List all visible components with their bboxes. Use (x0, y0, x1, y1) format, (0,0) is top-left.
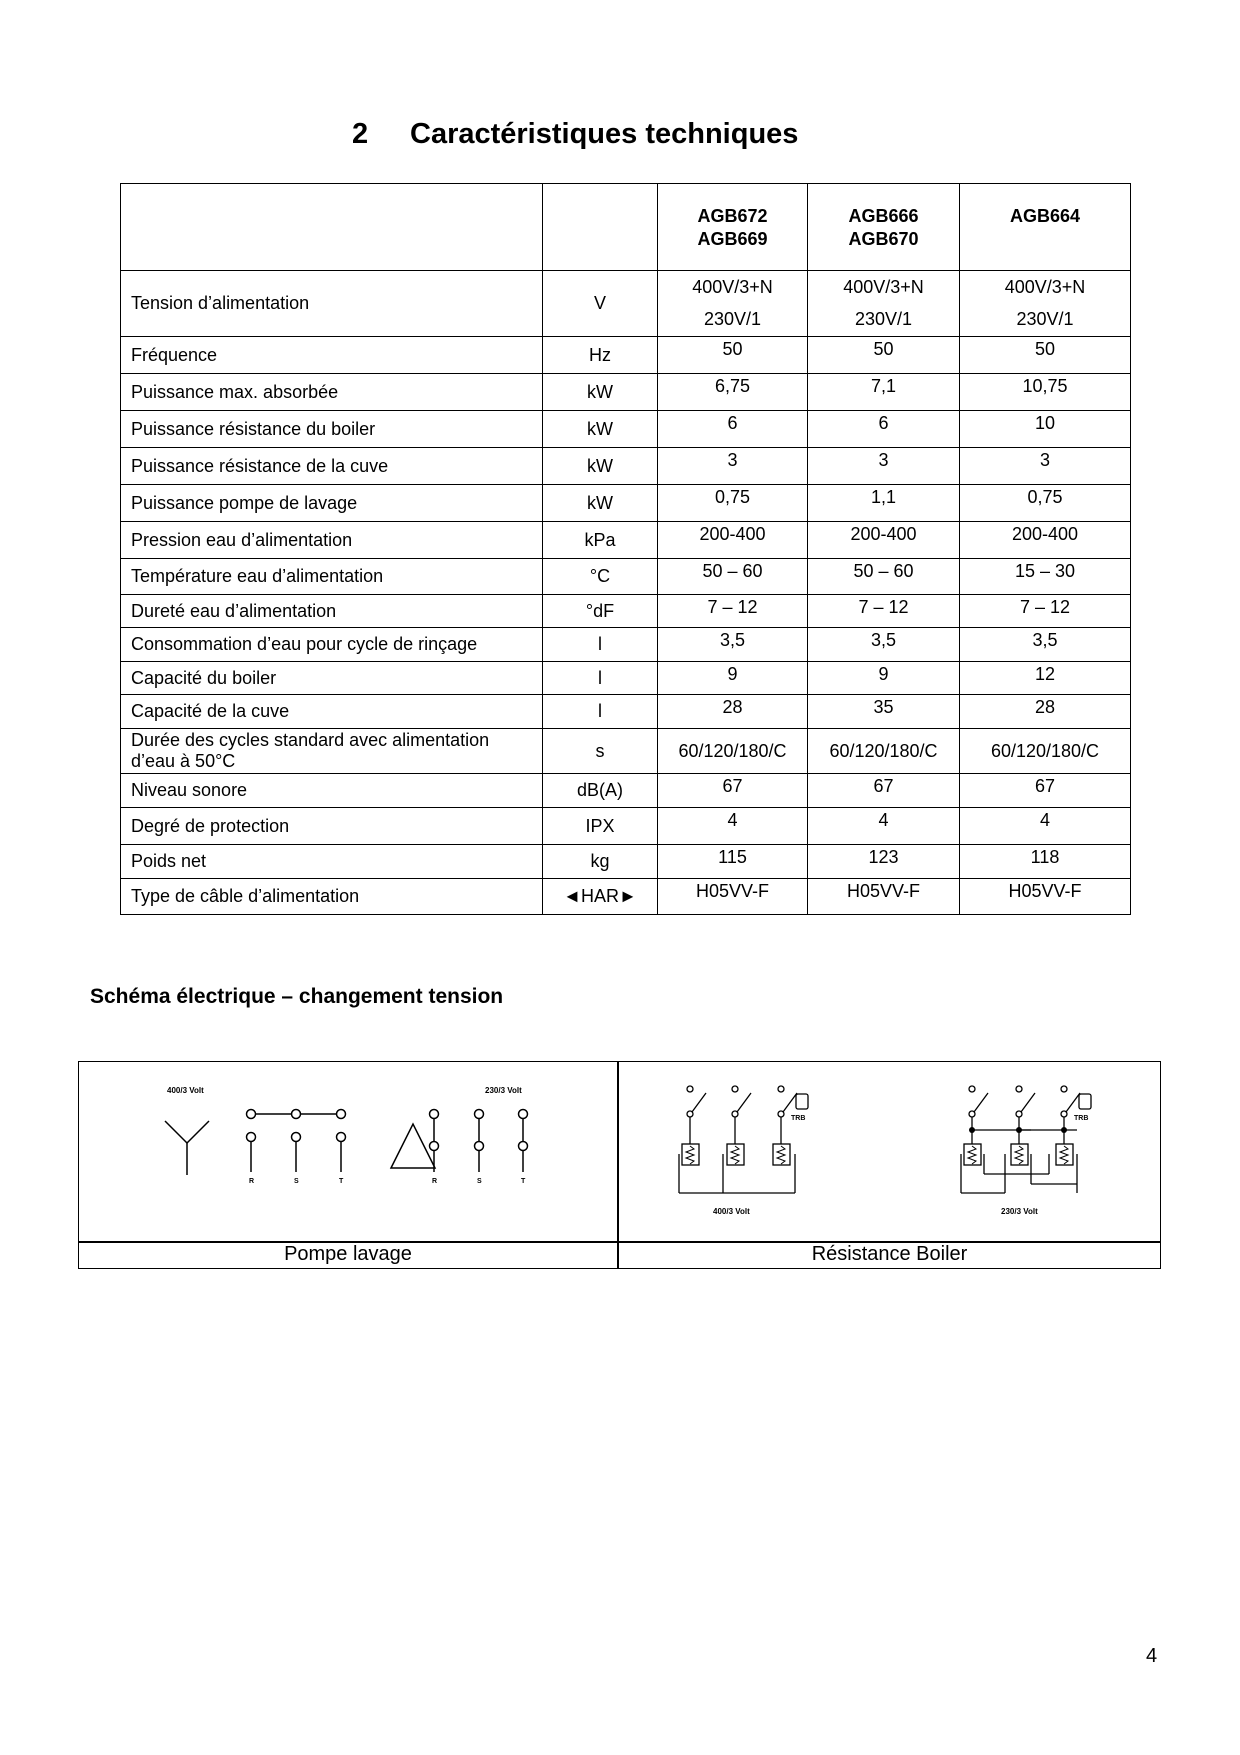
row-value: 7 – 12 (808, 595, 960, 628)
row-label: Puissance résistance de la cuve (121, 448, 543, 485)
table-row (121, 374, 1131, 411)
row-value: 1,1 (808, 485, 960, 522)
row-value: 7 – 12 (658, 595, 808, 628)
row-unit: IPX (543, 808, 658, 845)
table-row (121, 522, 1131, 559)
row-label: Tension d’alimentation (121, 271, 543, 337)
terminal-s: S (294, 1178, 299, 1185)
row-value: H05VV-F (658, 879, 808, 915)
row-unit: kW (543, 374, 658, 411)
row-label: Dureté eau d’alimentation (121, 595, 543, 628)
row-value: H05VV-F (960, 879, 1131, 915)
table-row (121, 845, 1131, 879)
row-label: Fréquence (121, 337, 543, 374)
pump-400v-label: 400/3 Volt (167, 1086, 204, 1095)
star-connection-symbol (165, 1121, 209, 1175)
pump-230v-label: 230/3 Volt (485, 1086, 522, 1095)
table-row (121, 628, 1131, 662)
table-row (121, 808, 1131, 845)
page-number: 4 (1146, 1645, 1158, 1667)
row-value: 28 (960, 695, 1131, 729)
header-model-3: AGB664 (960, 184, 1131, 271)
row-unit: V (543, 271, 658, 337)
row-label: Pression eau d’alimentation (121, 522, 543, 559)
row-value: 60/120/180/C (658, 729, 808, 774)
row-unit: kW (543, 448, 658, 485)
boiler-caption: Résistance Boiler (811, 1243, 968, 1265)
row-unit: kPa (543, 522, 658, 559)
row-value: 9 (658, 662, 808, 695)
row-value: 50 – 60 (808, 559, 960, 595)
boiler-400v-circuit (679, 1086, 808, 1193)
row-value: 400V/3+N 230V/1 (960, 271, 1131, 337)
row-unit: s (543, 729, 658, 774)
table-row (121, 729, 1131, 774)
row-label: Consommation d’eau pour cycle de rinçage (121, 628, 543, 662)
row-value: 67 (960, 774, 1131, 808)
boiler-400v-label: 400/3 Volt (713, 1207, 750, 1216)
row-unit: kW (543, 485, 658, 522)
terminal-r: R (249, 1178, 255, 1185)
row-value: 200-400 (658, 522, 808, 559)
row-unit: °C (543, 559, 658, 595)
row-value: 50 – 60 (658, 559, 808, 595)
section-title (352, 118, 798, 151)
table-row (121, 411, 1131, 448)
trb-label: TRB (1074, 1115, 1089, 1122)
row-value: 3,5 (808, 628, 960, 662)
electrical-schema (78, 1061, 1161, 1269)
section-number: 2 (352, 118, 369, 150)
row-value: 50 (658, 337, 808, 374)
section-title-text: Caractéristiques techniques (410, 118, 799, 150)
table-row (121, 879, 1131, 915)
row-value: 200-400 (808, 522, 960, 559)
row-value: 9 (808, 662, 960, 695)
row-value: 123 (808, 845, 960, 879)
table-header-row (121, 184, 1131, 271)
row-label: Type de câble d’alimentation (121, 879, 543, 915)
row-value: 118 (960, 845, 1131, 879)
row-value: 3 (658, 448, 808, 485)
row-label: Degré de protection (121, 808, 543, 845)
row-value: 10,75 (960, 374, 1131, 411)
row-value: H05VV-F (808, 879, 960, 915)
terminal-t: T (339, 1178, 344, 1185)
delta-connection-symbol (391, 1124, 435, 1168)
row-value: 67 (658, 774, 808, 808)
row-label: Capacité de la cuve (121, 695, 543, 729)
table-row (121, 595, 1131, 628)
boiler-wiring-diagram (619, 1062, 1160, 1241)
row-unit: l (543, 662, 658, 695)
star-terminal-block (247, 1110, 346, 1173)
trb-label: TRB (791, 1115, 806, 1122)
row-value: 400V/3+N 230V/1 (658, 271, 808, 337)
pump-wiring-diagram (79, 1062, 617, 1241)
row-unit: Hz (543, 337, 658, 374)
row-value: 67 (808, 774, 960, 808)
row-label: Capacité du boiler (121, 662, 543, 695)
table-row (121, 695, 1131, 729)
row-value: 4 (960, 808, 1131, 845)
table-row (121, 662, 1131, 695)
row-value: 3,5 (960, 628, 1131, 662)
row-value: 0,75 (960, 485, 1131, 522)
row-label: Puissance max. absorbée (121, 374, 543, 411)
row-value: 10 (960, 411, 1131, 448)
row-unit: dB(A) (543, 774, 658, 808)
row-value: 3,5 (658, 628, 808, 662)
row-value: 50 (808, 337, 960, 374)
row-label: Puissance pompe de lavage (121, 485, 543, 522)
row-value: 35 (808, 695, 960, 729)
table-row (121, 271, 1131, 337)
boiler-230v-circuit (961, 1086, 1091, 1193)
pump-caption: Pompe lavage (284, 1243, 412, 1265)
row-value: 6,75 (658, 374, 808, 411)
row-label: Puissance résistance du boiler (121, 411, 543, 448)
table-row (121, 774, 1131, 808)
table-row (121, 559, 1131, 595)
row-value: 50 (960, 337, 1131, 374)
row-value: 3 (960, 448, 1131, 485)
row-unit: l (543, 695, 658, 729)
row-value: 28 (658, 695, 808, 729)
row-unit: ◄HAR► (543, 879, 658, 915)
terminal-r: R (432, 1178, 438, 1185)
table-row (121, 448, 1131, 485)
technical-specs-table (120, 183, 1131, 915)
row-value: 3 (808, 448, 960, 485)
row-label: Niveau sonore (121, 774, 543, 808)
header-empty-unit (543, 184, 658, 271)
terminal-s: S (477, 1178, 482, 1185)
row-value: 7,1 (808, 374, 960, 411)
table-row (121, 337, 1131, 374)
header-model-1: AGB672 AGB669 (658, 184, 808, 271)
schema-title: Schéma électrique – changement tension (90, 985, 504, 1008)
row-value: 400V/3+N 230V/1 (808, 271, 960, 337)
delta-terminal-block (430, 1110, 528, 1173)
header-empty-param (121, 184, 543, 271)
row-label: Poids net (121, 845, 543, 879)
row-value: 60/120/180/C (808, 729, 960, 774)
row-value: 60/120/180/C (960, 729, 1131, 774)
row-value: 115 (658, 845, 808, 879)
row-unit: °dF (543, 595, 658, 628)
header-model-2: AGB666 AGB670 (808, 184, 960, 271)
row-value: 4 (658, 808, 808, 845)
row-value: 0,75 (658, 485, 808, 522)
row-label: Durée des cycles standard avec alimentation d’eau à 50°C (121, 729, 543, 774)
row-unit: l (543, 628, 658, 662)
table-row (121, 485, 1131, 522)
row-value: 12 (960, 662, 1131, 695)
row-unit: kg (543, 845, 658, 879)
row-label: Température eau d’alimentation (121, 559, 543, 595)
row-value: 6 (658, 411, 808, 448)
row-value: 4 (808, 808, 960, 845)
boiler-230v-label: 230/3 Volt (1001, 1207, 1038, 1216)
row-value: 6 (808, 411, 960, 448)
row-value: 7 – 12 (960, 595, 1131, 628)
row-value: 200-400 (960, 522, 1131, 559)
row-value: 15 – 30 (960, 559, 1131, 595)
row-unit: kW (543, 411, 658, 448)
terminal-t: T (521, 1178, 526, 1185)
